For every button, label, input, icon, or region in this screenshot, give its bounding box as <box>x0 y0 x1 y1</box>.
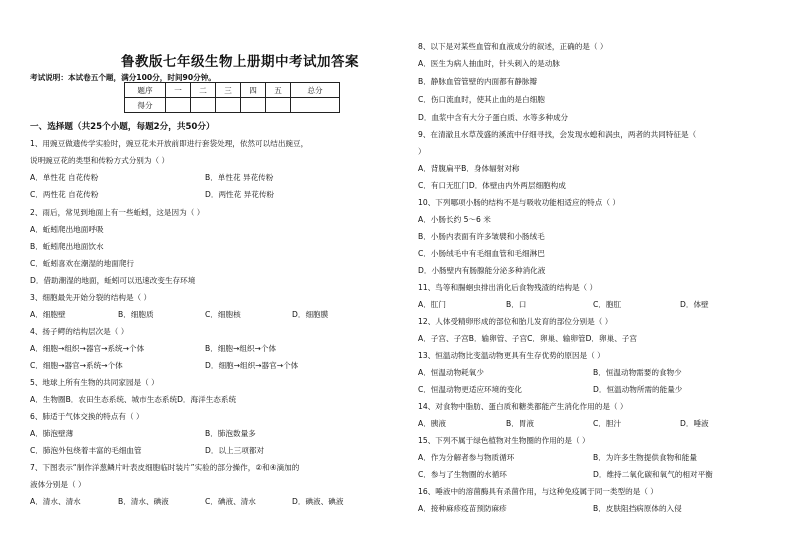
option: A．恒温动物耗氧少 <box>418 368 484 377</box>
question-9-line-1: 9、在清澈且水草茂盛的溪流中仔细寻找，会发现水螅和涡虫，两者的共同特征是（ <box>418 130 697 139</box>
option: A．肛门 <box>418 300 446 309</box>
option: B．小肠内表面有许多皱襞和小肠绒毛 <box>418 232 545 241</box>
option: B．静脉血管管壁的内面都有静脉瓣 <box>418 77 538 86</box>
option: A．肺泡壁薄 <box>30 429 74 438</box>
option: A．小肠长约 5～6 米 <box>418 215 491 224</box>
option: C．伤口流血时，使其止血的是白细胞 <box>418 95 545 104</box>
option: A．背腹扁平B．身体辐射对称 <box>418 164 520 173</box>
question-13: 13、恒温动物比变温动物更具有生存优势的原因是（ ） <box>418 351 605 360</box>
option: C．细胞核 <box>205 310 241 319</box>
option: C．肺泡外包绕着丰富的毛细血管 <box>30 446 142 455</box>
option: A．单性花 自花传粉 <box>30 173 99 182</box>
option: C．细胞→器官→系统→个体 <box>30 361 123 370</box>
question-6: 6、肺适于气体交换的特点有（ ） <box>30 412 144 421</box>
option: B．皮肤阻挡病原体的入侵 <box>593 504 682 513</box>
option: C．胞肛 <box>593 300 622 309</box>
option: D．小肠壁内有肠腺能分泌多种消化液 <box>418 266 546 275</box>
option: D．细胞膜 <box>292 310 329 319</box>
option: C．碘液、清水 <box>205 497 256 506</box>
question-3: 3、细胞最先开始分裂的结构是（ ） <box>30 293 152 302</box>
question-5: 5、地球上所有生物的共同家园是（ ） <box>30 378 159 387</box>
option: A．细胞→组织→器官→系统→个体 <box>30 344 145 353</box>
option: B．口 <box>506 300 527 309</box>
question-16: 16、唾液中的溶菌酶具有杀菌作用，与这种免疫属于同一类型的是（ ） <box>418 487 658 496</box>
score-header-cell: 题序 <box>125 83 166 98</box>
option: B．单性花 异花传粉 <box>205 173 274 182</box>
score-table <box>124 82 340 113</box>
question-2: 2、雨后，常见到地面上有一些蚯蚓，这是因为（ ） <box>30 208 205 217</box>
option: B．蚯蚓爬出地面饮水 <box>30 242 104 251</box>
section-heading: 一、选择题（共25个小题，每题2分，共50分） <box>30 122 215 132</box>
option: C．参与了生物圈的水循环 <box>418 470 507 479</box>
option: C．恒温动物更适应环境的变化 <box>418 385 523 394</box>
option: D．以上三项都对 <box>205 446 265 455</box>
option: B．清水、碘液 <box>118 497 169 506</box>
option: A．生物圈B．农田生态系统、城市生态系统D．海洋生态系统 <box>30 395 237 404</box>
score-header-cell: 二 <box>191 83 216 98</box>
option: B．胃液 <box>506 419 534 428</box>
question-12: 12、人体受精卵形成的部位和胎儿发育的部位分别是（ ） <box>418 317 613 326</box>
option: A．清水、清水 <box>30 497 81 506</box>
option: B．细胞质 <box>118 310 154 319</box>
score-cell <box>291 98 340 113</box>
option: D．维持二氧化碳和氧气的相对平衡 <box>593 470 713 479</box>
option: A．蚯蚓爬出地面呼吸 <box>30 225 104 234</box>
option: A．医生为病人抽血时，针头刺入的是动脉 <box>418 59 560 68</box>
option: B．肺泡数量多 <box>205 429 256 438</box>
score-header-cell: 一 <box>166 83 191 98</box>
score-cell <box>166 98 191 113</box>
score-cell <box>191 98 216 113</box>
option: A．作为分解者参与物质循环 <box>418 453 515 462</box>
option: A．接种麻疹疫苗预防麻疹 <box>418 504 507 513</box>
option: A．细胞壁 <box>30 310 66 319</box>
note-label: 考试说明： <box>30 73 68 82</box>
score-value-row <box>125 98 340 113</box>
option: D．借助潮湿的地面，蚯蚓可以迅速改变生存环境 <box>30 276 196 285</box>
question-14: 14、对食物中脂肪、蛋白质和糖类都能产生消化作用的是（ ） <box>418 402 628 411</box>
option: C．有口无肛门D．体壁由内外两层细胞构成 <box>418 181 566 190</box>
page-title: 鲁教版七年级生物上册期中考试加答案 <box>121 54 359 70</box>
question-8: 8、以下是对某些血管和血液成分的叙述，正确的是（ ） <box>418 42 608 51</box>
score-header-row <box>125 83 340 98</box>
question-15: 15、下列不属于绿色植物对生物圈的作用的是（ ） <box>418 436 590 445</box>
option: D．恒温动物所需的能量少 <box>593 385 683 394</box>
question-4: 4、扬子鳄的结构层次是（ ） <box>30 327 129 336</box>
score-header-cell: 五 <box>266 83 291 98</box>
score-row-label: 得分 <box>125 98 166 113</box>
score-header-cell: 四 <box>241 83 266 98</box>
question-10: 10、下列哪项小肠的结构不是与吸收功能相适应的特点（ ） <box>418 198 620 207</box>
question-7-line-2: 液体分别是（ ） <box>30 480 86 489</box>
option: B．恒温动物需要的食物少 <box>593 368 682 377</box>
question-1-line-2: 说明豌豆花的类型和传粉方式分别为（ ） <box>30 156 170 165</box>
score-cell <box>216 98 241 113</box>
option: D．体壁 <box>680 300 709 309</box>
question-1-line-1: 1、用豌豆做遗传学实验时，豌豆花未开放前即进行套袋处理，依然可以结出豌豆， <box>30 139 309 148</box>
option: D．血浆中含有大分子蛋白质、水等多种成分 <box>418 113 569 122</box>
option: A．子宫、子宫B．输卵管、子宫C．卵巢、输卵管D．卵巢、子宫 <box>418 334 637 343</box>
option: D．细胞→组织→器官→个体 <box>205 361 299 370</box>
option: D．两性花 异花传粉 <box>205 190 275 199</box>
score-header-cell: 三 <box>216 83 241 98</box>
option: C．两性花 自花传粉 <box>30 190 99 199</box>
score-header-cell: 总分 <box>291 83 340 98</box>
option: C．小肠绒毛中有毛细血管和毛细淋巴 <box>418 249 545 258</box>
option: D．碘液、碘液 <box>292 497 344 506</box>
option: B．为许多生物提供食物和能量 <box>593 453 697 462</box>
option: C．蚯蚓喜欢在潮湿的地面爬行 <box>30 259 135 268</box>
question-7-line-1: 7、下图表示“制作洋葱鳞片叶表皮细胞临时装片”实验的部分操作，②和④滴加的 <box>30 463 300 472</box>
question-11: 11、鸟等和腸蛔虫排出消化后食物残渣的结构是（ ） <box>418 283 598 292</box>
note-text: 本试卷五个题，满分100分，时间90分钟。 <box>67 73 216 82</box>
option: A．胰液 <box>418 419 446 428</box>
option: C．胆汁 <box>593 419 622 428</box>
question-9-line-2: ） <box>418 147 426 156</box>
score-cell <box>241 98 266 113</box>
score-cell <box>266 98 291 113</box>
option: B．细胞→组织→个体 <box>205 344 277 353</box>
option: D．唾液 <box>680 419 709 428</box>
